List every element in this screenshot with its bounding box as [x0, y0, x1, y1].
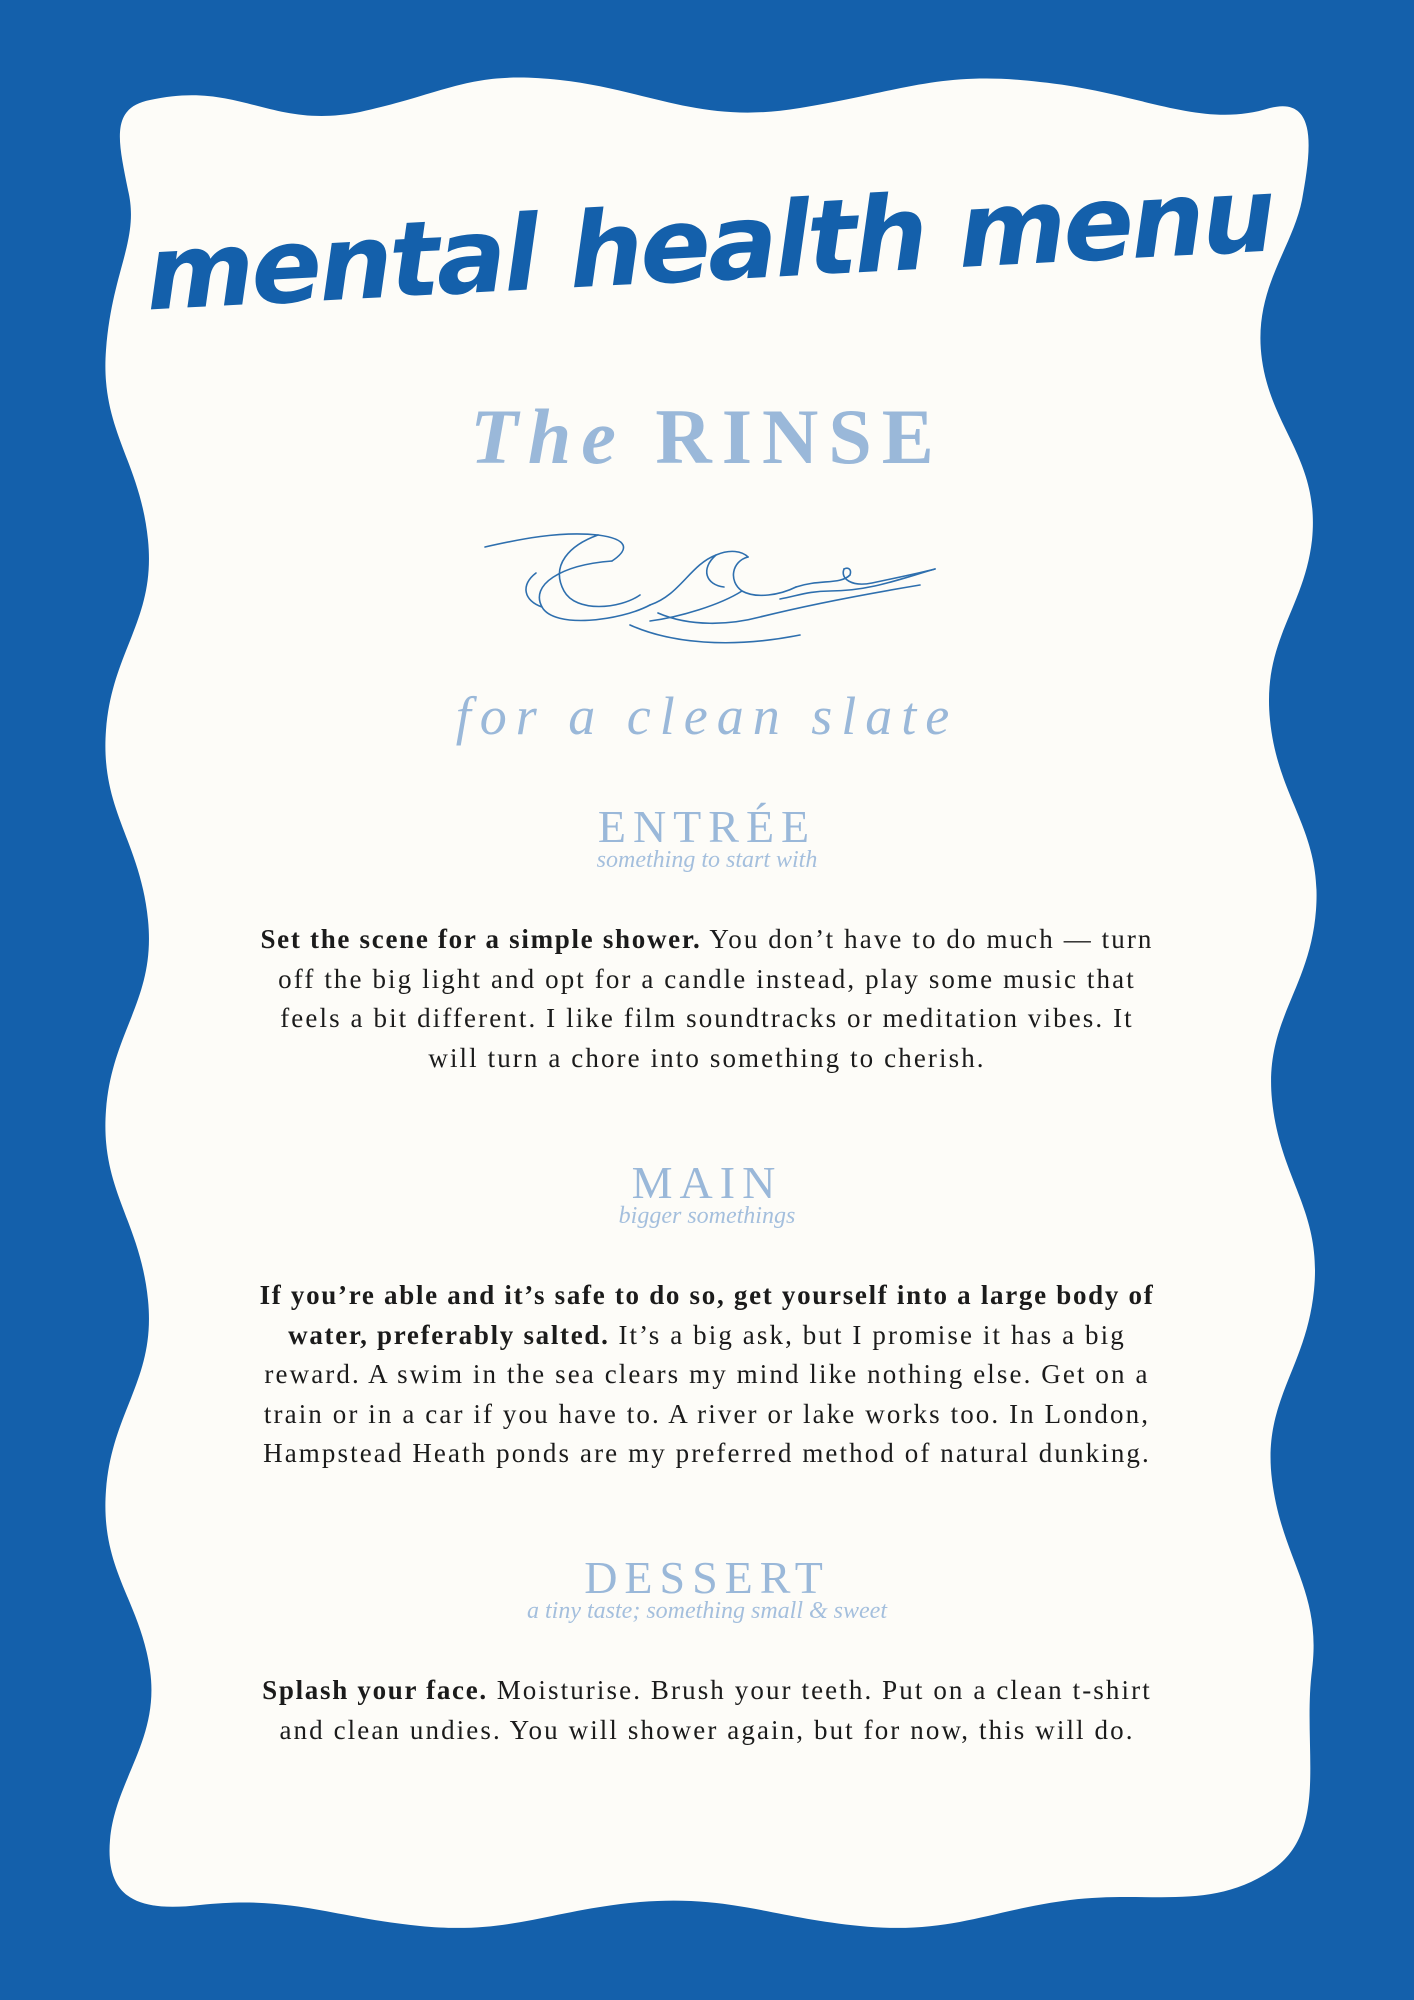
- dessert-text: [257, 1671, 1157, 1750]
- entree-body: You don’t have to do much — turn off the big light and opt for a candle instead, play some music that feels a bit different. I like film soundtracks or meditation vibes. It will turn a chore into something to cherish.: [278, 924, 1154, 1073]
- dessert-body: Moisturise. Brush your teeth. Put on a clean t-shirt and clean undies. You will shower again, but for now, this will do.: [279, 1675, 1152, 1745]
- main-heading: MAIN: [631, 1157, 783, 1208]
- main-body: It’s a big ask, but I promise it has a big reward. A swim in the sea clears my mind like nothing else. Get on a train or in a car if you have to. A river or lake works too. In London, Hampstead Heath ponds are my preferred method of natural dunking.: [263, 1319, 1151, 1468]
- handwritten-title: [142, 153, 1276, 335]
- dessert-heading: DESSERT: [584, 1552, 830, 1603]
- main-subheading: bigger somethings: [618, 1203, 796, 1229]
- menu-title: mental health menu: [142, 153, 1276, 335]
- menu-name-main: RINSE: [655, 393, 944, 480]
- wave-illustration: [480, 525, 940, 650]
- entree-heading: ENTRÉE: [597, 801, 817, 852]
- menu-name-prefix: The: [470, 393, 626, 480]
- entree-lead: Set the scene for a simple shower.: [260, 924, 702, 954]
- entree-text: [257, 920, 1157, 1078]
- dessert-lead: Splash your face.: [262, 1675, 488, 1705]
- entree-subheading: something to start with: [596, 847, 818, 873]
- tagline: for a clean slate: [455, 686, 959, 746]
- menu-name: [0, 392, 1414, 482]
- main-text: [257, 1276, 1157, 1474]
- main-lead: If you’re able and it’s safe to do so, get yourself into a large body of water, preferably salted.: [259, 1280, 1155, 1350]
- dessert-subheading: a tiny taste; something small & sweet: [527, 1598, 887, 1624]
